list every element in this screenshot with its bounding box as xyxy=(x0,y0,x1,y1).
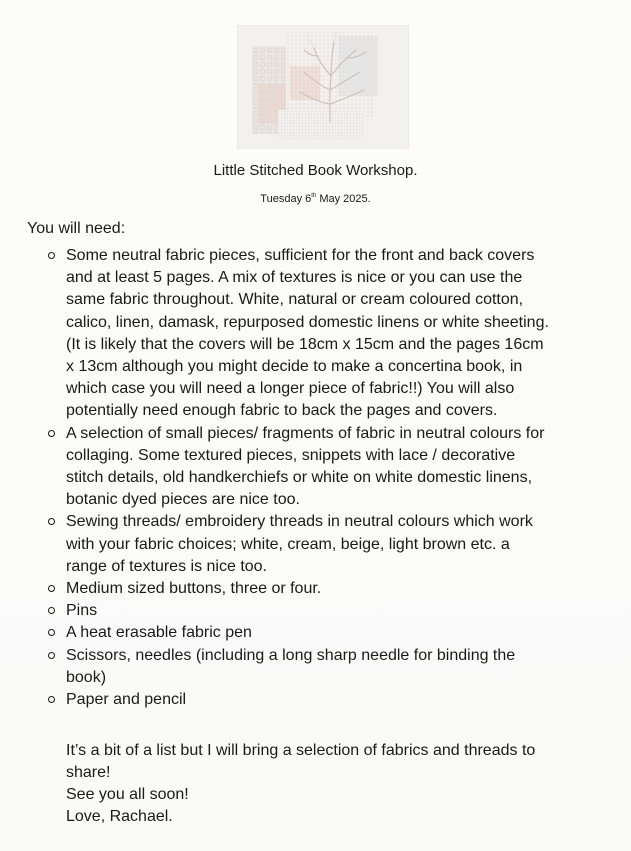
list-item-line: which case you will need a longer piece of fabric!!) You will also xyxy=(66,380,515,398)
hollow-circle-bullet-icon xyxy=(48,585,55,592)
list-item-line: range of textures is nice too. xyxy=(66,557,267,575)
closing-line: See you all soon! xyxy=(66,786,189,803)
grid-fabric-strip xyxy=(278,110,364,140)
list-item-line: Medium sized buttons, three or four. xyxy=(66,580,322,598)
date-prefix: Tuesday 6 xyxy=(260,193,312,205)
list-item-line: and at least 5 pages. A mix of textures is nice or you can use the xyxy=(66,269,523,287)
list-item xyxy=(48,423,618,512)
date-rest: May 2025. xyxy=(316,193,371,205)
list-item-line: same fabric throughout. White, natural or cream coloured cotton, xyxy=(66,291,524,309)
list-item-line: book) xyxy=(66,668,107,686)
list-item-line: collaging. Some textured pieces, snippets with lace / decorative xyxy=(66,446,516,464)
list-item-line: potentially need enough fabric to back the pages and covers. xyxy=(66,402,498,420)
fabric-collage-image xyxy=(238,26,408,148)
list-item xyxy=(48,600,618,622)
list-item-line: with your fabric choices; white, cream, beige, light brown etc. a xyxy=(66,535,510,553)
hollow-circle-bullet-icon xyxy=(48,652,55,659)
list-item xyxy=(48,689,618,711)
hollow-circle-bullet-icon xyxy=(48,696,55,703)
list-item-line: Some neutral fabric pieces, sufficient for the front and back covers xyxy=(66,247,535,264)
page-title: Little Stitched Book Workshop. xyxy=(213,162,418,179)
list-item-line: Pins xyxy=(66,602,98,620)
list-item-line: Sewing threads/ embroidery threads in neutral colours which work xyxy=(66,513,533,531)
date-ordinal-suffix: th xyxy=(311,193,317,199)
list-item-line: A heat erasable fabric pen xyxy=(66,624,252,642)
list-item-line: Paper and pencil xyxy=(66,691,187,709)
list-item-line: stitch details, old handkerchiefs or white on white domestic linens, xyxy=(66,469,533,487)
list-item xyxy=(48,245,618,423)
supplies-list xyxy=(48,245,618,711)
list-item-line: x 13cm although you might decide to make a concertina book, in xyxy=(66,358,523,376)
closing-line: It’s a bit of a list but I will bring a selection of fabrics and threads to xyxy=(66,742,536,759)
list-item xyxy=(48,578,618,600)
closing-message xyxy=(66,740,626,828)
list-item-line: botanic dyed pieces are nice too. xyxy=(66,491,300,509)
hollow-circle-bullet-icon xyxy=(48,430,55,437)
list-item xyxy=(48,511,618,578)
hollow-circle-bullet-icon xyxy=(48,629,55,636)
list-item-line: Scissors, needles (including a long sharp needle for binding the xyxy=(66,646,516,664)
closing-line: share! xyxy=(66,764,111,781)
list-item-line: (It is likely that the covers will be 18cm x 15cm and the pages 16cm xyxy=(66,335,544,353)
gray-fabric-patch xyxy=(338,36,378,96)
list-item-line: calico, linen, damask, repurposed domestic linens or white sheeting. xyxy=(66,313,549,331)
hollow-circle-bullet-icon xyxy=(48,252,55,259)
hollow-circle-bullet-icon xyxy=(48,607,55,614)
workshop-date xyxy=(0,192,631,206)
stitched-tree-fabric-photo xyxy=(238,26,408,148)
list-item xyxy=(48,622,618,644)
list-item xyxy=(48,645,618,689)
hollow-circle-bullet-icon xyxy=(48,518,55,525)
closing-line: Love, Rachael. xyxy=(66,808,173,825)
list-item-line: A selection of small pieces/ fragments of fabric in neutral colours for xyxy=(66,424,545,442)
intro-text: You will need: xyxy=(27,220,126,237)
